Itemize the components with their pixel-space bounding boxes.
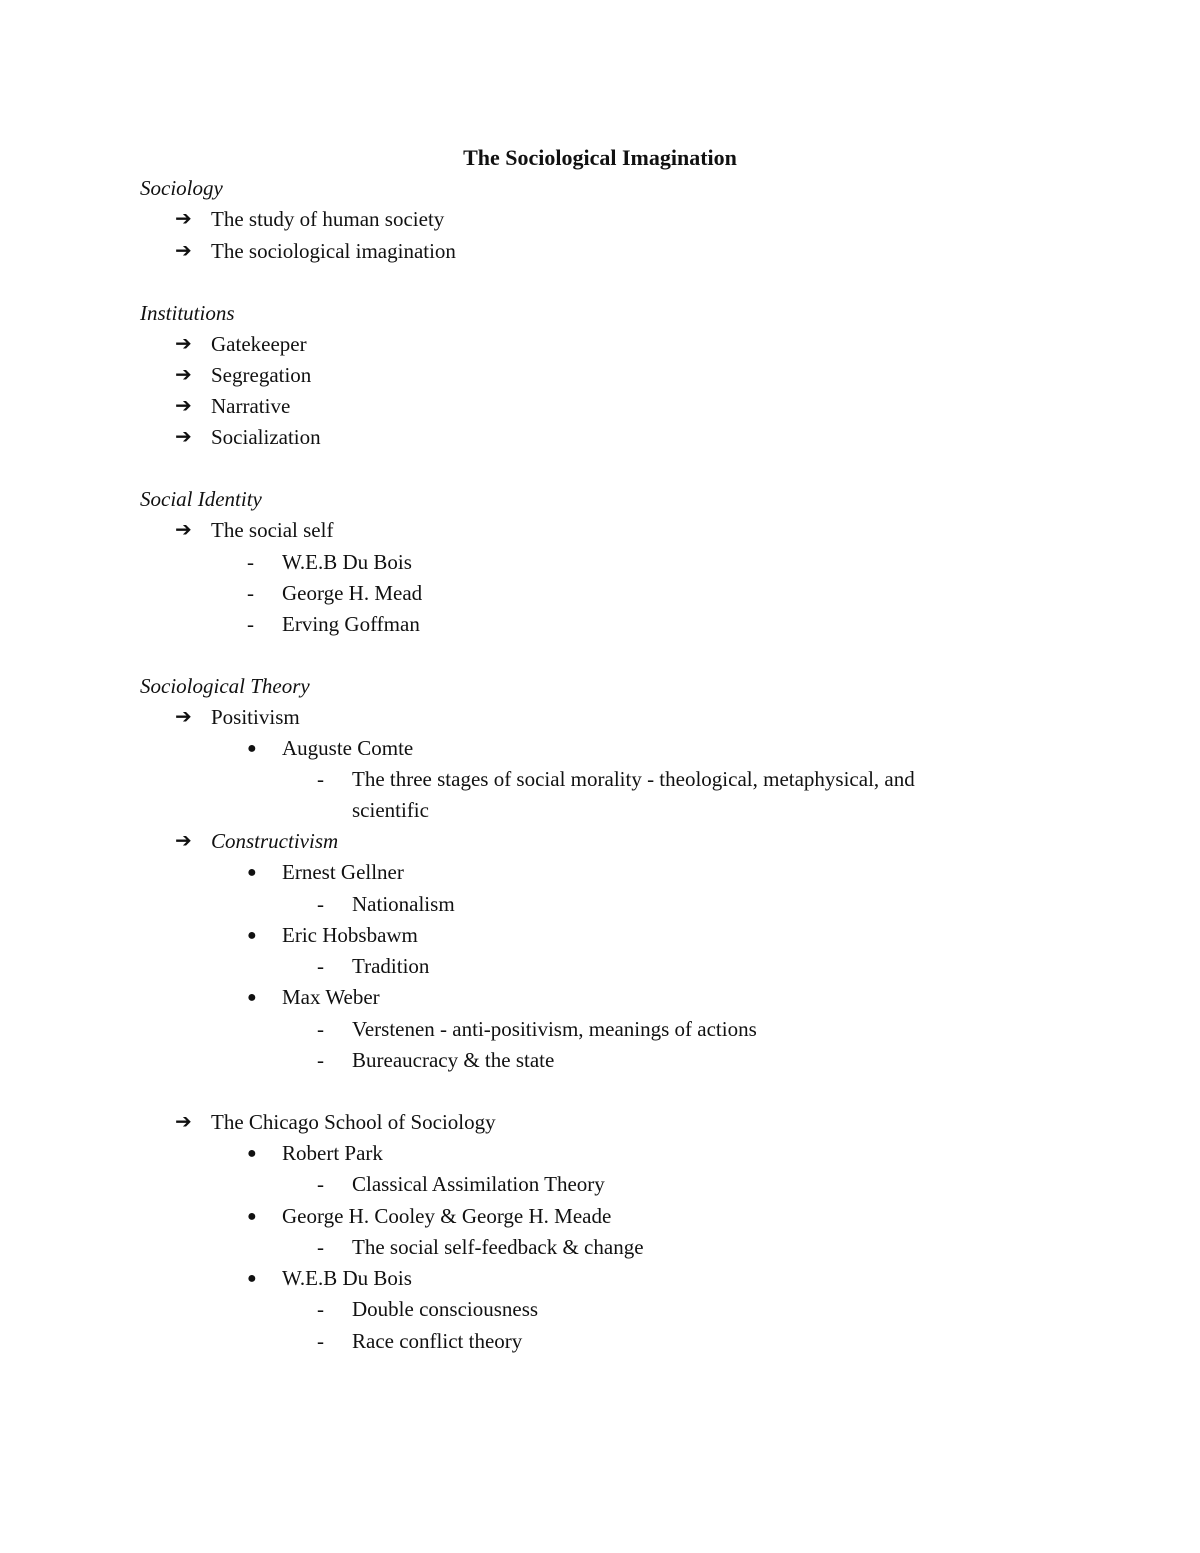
bullet-icon: ● bbox=[247, 927, 257, 944]
list-item: The social self bbox=[211, 518, 334, 542]
list-item: Eric Hobsbawm bbox=[282, 923, 418, 947]
document-title: The Sociological Imagination bbox=[463, 145, 737, 170]
dash-icon: - bbox=[317, 892, 324, 916]
list-item: George H. Cooley & George H. Meade bbox=[282, 1204, 612, 1228]
list-item: The sociological imagination bbox=[211, 239, 456, 263]
list-item: Classical Assimilation Theory bbox=[352, 1172, 605, 1196]
list-item: W.E.B Du Bois bbox=[282, 1266, 412, 1290]
list-item: Ernest Gellner bbox=[282, 860, 404, 884]
list-item: Max Weber bbox=[282, 985, 380, 1009]
list-item-positivism: Positivism bbox=[211, 705, 300, 729]
dash-icon: - bbox=[317, 1297, 324, 1321]
section-heading-sociological-theory: Sociological Theory bbox=[140, 674, 310, 698]
section-heading-sociology: Sociology bbox=[140, 176, 223, 200]
dash-icon: - bbox=[317, 767, 324, 791]
list-item: Verstenen - anti-positivism, meanings of actions bbox=[352, 1017, 757, 1041]
list-item: Erving Goffman bbox=[282, 612, 420, 636]
dash-icon: - bbox=[317, 954, 324, 978]
list-item: Robert Park bbox=[282, 1141, 383, 1165]
list-item: Tradition bbox=[352, 954, 430, 978]
list-item: The three stages of social morality - theological, metaphysical, and bbox=[352, 767, 915, 791]
list-item: W.E.B Du Bois bbox=[282, 550, 412, 574]
list-item: Double consciousness bbox=[352, 1297, 539, 1321]
list-item-constructivism: Constructivism bbox=[211, 829, 339, 853]
list-item: Narrative bbox=[211, 394, 291, 418]
arrow-icon: ➔ bbox=[175, 208, 192, 230]
dash-icon: - bbox=[247, 550, 254, 574]
list-item: Bureaucracy & the state bbox=[352, 1048, 555, 1072]
list-item-continuation: scientific bbox=[352, 798, 429, 822]
dash-icon: - bbox=[317, 1048, 324, 1072]
list-item: Segregation bbox=[211, 363, 312, 387]
dash-icon: - bbox=[317, 1172, 324, 1196]
arrow-icon: ➔ bbox=[175, 830, 192, 852]
dash-icon: - bbox=[317, 1017, 324, 1041]
list-item: The study of human society bbox=[211, 207, 445, 231]
section-heading-social-identity: Social Identity bbox=[140, 487, 262, 511]
list-item: Nationalism bbox=[352, 892, 455, 916]
arrow-icon: ➔ bbox=[175, 364, 192, 386]
list-item: Gatekeeper bbox=[211, 332, 307, 356]
bullet-icon: ● bbox=[247, 1270, 257, 1287]
arrow-icon: ➔ bbox=[175, 706, 192, 728]
dash-icon: - bbox=[317, 1329, 324, 1353]
bullet-icon: ● bbox=[247, 1208, 257, 1225]
bullet-icon: ● bbox=[247, 1145, 257, 1162]
bullet-icon: ● bbox=[247, 864, 257, 881]
dash-icon: - bbox=[317, 1235, 324, 1259]
arrow-icon: ➔ bbox=[175, 426, 192, 448]
dash-icon: - bbox=[247, 612, 254, 636]
list-item: Auguste Comte bbox=[282, 736, 414, 760]
list-item: The social self-feedback & change bbox=[352, 1235, 644, 1259]
bullet-icon: ● bbox=[247, 989, 257, 1006]
arrow-icon: ➔ bbox=[175, 1111, 192, 1133]
arrow-icon: ➔ bbox=[175, 333, 192, 355]
bullet-icon: ● bbox=[247, 740, 257, 757]
section-heading-institutions: Institutions bbox=[140, 301, 235, 325]
list-item-chicago-school: The Chicago School of Sociology bbox=[211, 1110, 496, 1134]
arrow-icon: ➔ bbox=[175, 519, 192, 541]
arrow-icon: ➔ bbox=[175, 395, 192, 417]
list-item: George H. Mead bbox=[282, 581, 423, 605]
list-item: Socialization bbox=[211, 425, 321, 449]
arrow-icon: ➔ bbox=[175, 240, 192, 262]
dash-icon: - bbox=[247, 581, 254, 605]
list-item: Race conflict theory bbox=[352, 1329, 523, 1353]
